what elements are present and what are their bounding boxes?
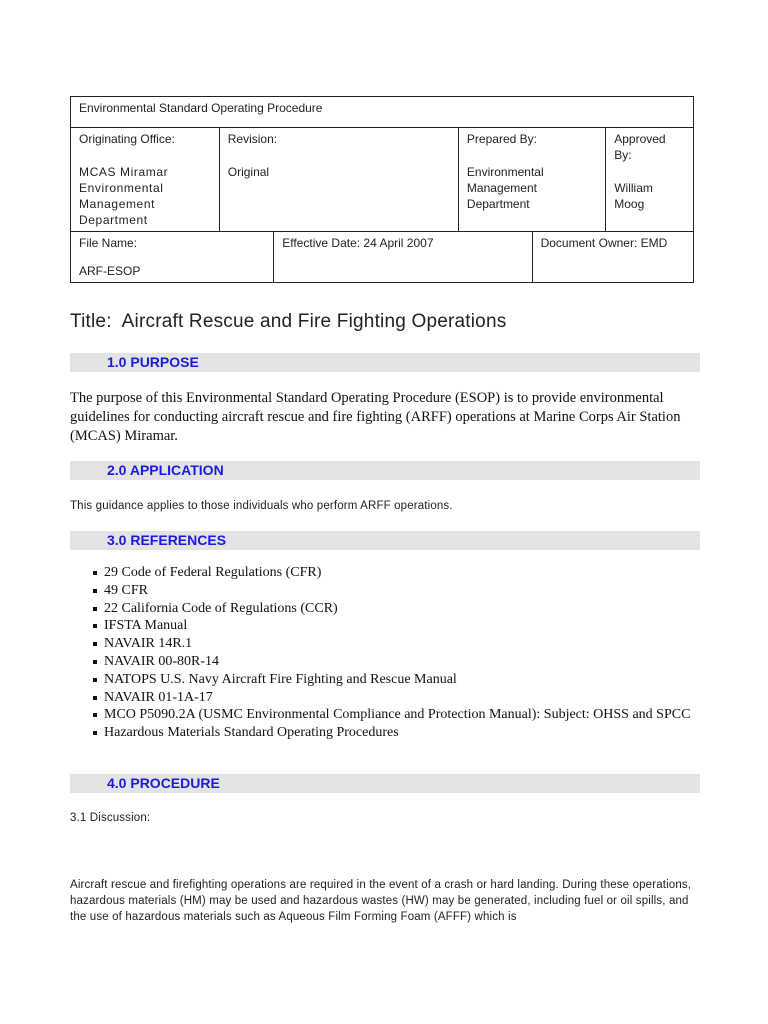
prepared-by-label: Prepared By: — [466, 132, 537, 146]
doc-type: Environmental Standard Operating Procedure — [79, 101, 323, 115]
page-title — [70, 311, 506, 333]
file-name-label: File Name: — [79, 236, 138, 250]
discussion-label: 3.1 Discussion: — [70, 812, 151, 824]
list-item: 29 Code of Federal Regulations (CFR) — [92, 564, 692, 582]
procedure-paragraph: Aircraft rescue and firefighting operations are required in the event of a crash or hard landing. During these operations, hazardous materials (HM) may be used and hazardous wastes (HW) may be generated, including fuel or oil spills, and the use of hazardous materials such as Aqueous Film Forming Foam (AFFF) which is — [70, 879, 692, 923]
list-item: 49 CFR — [92, 582, 692, 600]
section-heading-references — [70, 531, 700, 550]
document-owner: Document Owner: EMD — [540, 236, 668, 250]
effective-date-cell — [274, 232, 532, 283]
references-heading: 3.0 REFERENCES — [107, 532, 227, 548]
revision-value: Original — [227, 165, 270, 179]
prepared-by-value: Environmental Management Department — [466, 165, 544, 211]
list-item: 22 California Code of Regulations (CCR) — [92, 600, 692, 618]
title-label: Title: — [70, 311, 112, 332]
purpose-paragraph: The purpose of this Environmental Standard Operating Procedure (ESOP) is to provide environmental guidelines for conducting aircraft rescue and fire fighting (ARFF) operations at Marine Corps Air Station (MCAS) Miramar. — [70, 390, 681, 444]
document-owner-cell — [532, 232, 693, 283]
prepared-by-cell — [458, 128, 605, 232]
list-item: NAVAIR 01-1A-17 — [92, 689, 692, 707]
originating-office-value: MCAS Miramar Environmental Management Department — [79, 165, 169, 227]
section-heading-purpose — [70, 353, 700, 372]
revision-cell — [219, 128, 458, 232]
list-item: NAVAIR 14R.1 — [92, 635, 692, 653]
purpose-heading: 1.0 PURPOSE — [107, 354, 199, 370]
section-heading-procedure — [70, 774, 700, 793]
header-table — [70, 96, 694, 283]
title-text: Aircraft Rescue and Fire Fighting Operations — [121, 311, 507, 332]
doc-type-cell — [71, 97, 694, 128]
application-heading: 2.0 APPLICATION — [107, 462, 224, 478]
procedure-heading: 4.0 PROCEDURE — [107, 775, 220, 791]
list-item: NAVAIR 00-80R-14 — [92, 653, 692, 671]
effective-date: Effective Date: 24 April 2007 — [282, 236, 434, 250]
approved-by-cell — [606, 128, 694, 232]
revision-label: Revision: — [227, 132, 278, 146]
references-list — [92, 564, 692, 742]
application-paragraph: This guidance applies to those individuals who perform ARFF operations. — [70, 500, 453, 512]
section-heading-application — [70, 461, 700, 480]
approved-by-label: Approved By: — [614, 132, 666, 162]
originating-office-cell — [71, 128, 220, 232]
approved-by-value: William Moog — [614, 181, 653, 211]
list-item: MCO P5090.2A (USMC Environmental Compliance and Protection Manual): Subject: OHSS and SPCC — [92, 706, 692, 724]
list-item: Hazardous Materials Standard Operating Procedures — [92, 724, 692, 742]
file-name-value: ARF-ESOP — [79, 264, 141, 278]
originating-office-label: Originating Office: — [79, 132, 175, 146]
file-name-cell — [71, 232, 274, 283]
list-item: NATOPS U.S. Navy Aircraft Fire Fighting and Rescue Manual — [92, 671, 692, 689]
list-item: IFSTA Manual — [92, 617, 692, 635]
